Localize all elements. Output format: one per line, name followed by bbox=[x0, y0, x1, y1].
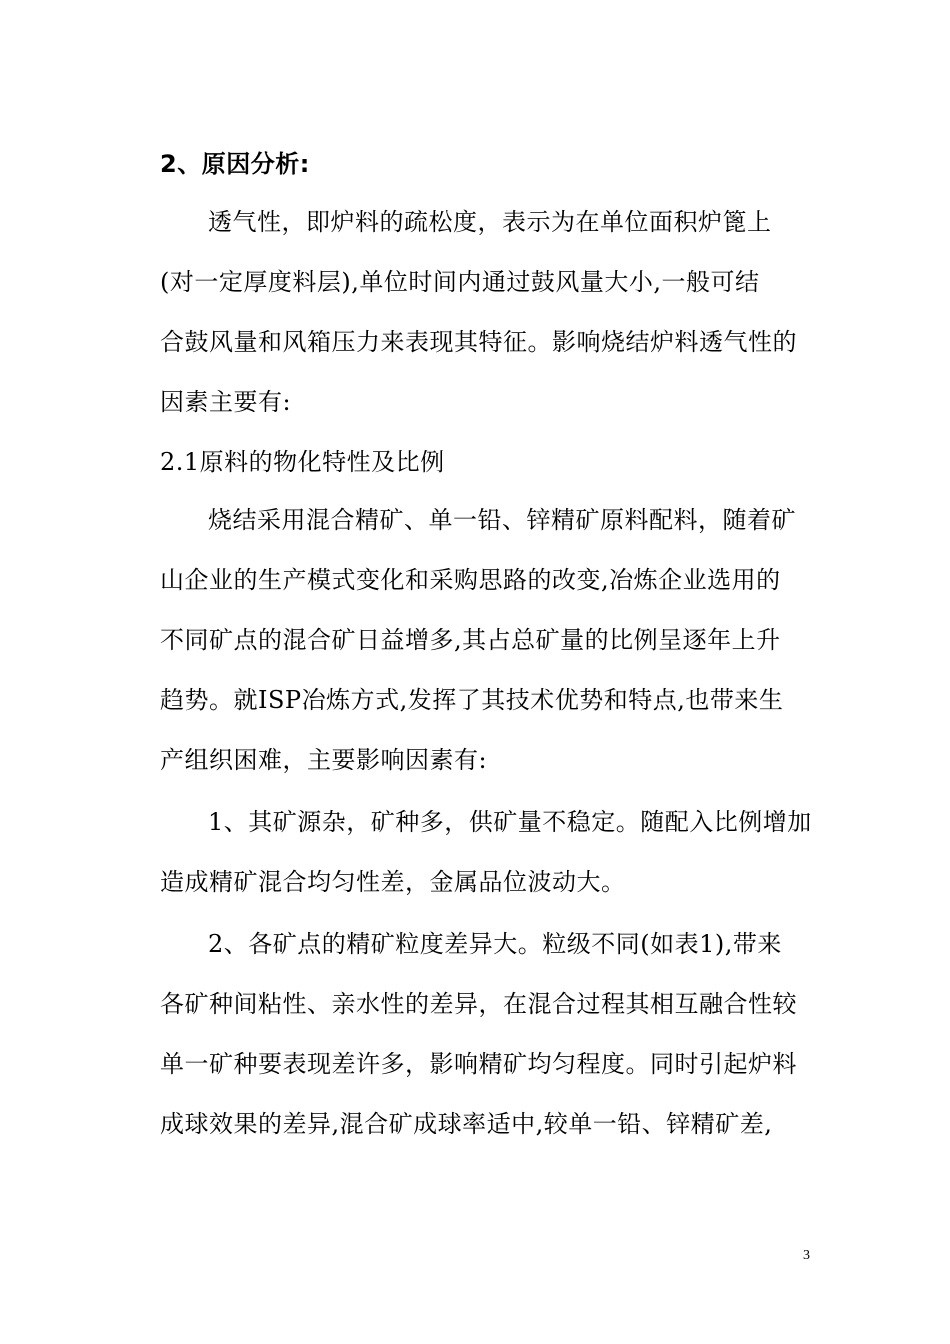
page-number: 3 bbox=[803, 1248, 810, 1263]
paragraph-line: 不同矿点的混合矿日益增多,其占总矿量的比例呈逐年上升 bbox=[160, 626, 781, 654]
paragraph-line: 透气性，即炉料的疏松度，表示为在单位面积炉篦上 bbox=[208, 208, 772, 236]
list-item-line: 1、其矿源杂，矿种多，供矿量不稳定。随配入比例增加 bbox=[208, 808, 812, 836]
list-item-line: 造成精矿混合均匀性差，金属品位波动大。 bbox=[160, 868, 626, 896]
paragraph-line: 趋势。就ISP冶炼方式,发挥了其技术优势和特点,也带来生 bbox=[160, 686, 784, 714]
list-item-line: 单一矿种要表现差许多，影响精矿均匀程度。同时引起炉料 bbox=[160, 1050, 797, 1078]
paragraph-line: 合鼓风量和风箱压力来表现其特征。影响烧结炉料透气性的 bbox=[160, 328, 797, 356]
paragraph-line: 烧结采用混合精矿、单一铅、锌精矿原料配料，随着矿 bbox=[208, 506, 796, 534]
list-item-line: 各矿种间粘性、亲水性的差异，在混合过程其相互融合性较 bbox=[160, 990, 797, 1018]
list-item-line: 成球效果的差异,混合矿成球率适中,较单一铅、锌精矿差, bbox=[160, 1110, 773, 1138]
paragraph-line: 产组织困难，主要影响因素有: bbox=[160, 746, 488, 774]
paragraph-line: 山企业的生产模式变化和采购思路的改变,冶炼企业选用的 bbox=[160, 566, 781, 594]
subsection-heading: 2.1原料的物化特性及比例 bbox=[160, 448, 445, 476]
list-item-line: 2、各矿点的精矿粒度差异大。粒级不同(如表1),带来 bbox=[208, 930, 782, 958]
section-heading: 2、原因分析: bbox=[160, 150, 310, 178]
paragraph-line: 因素主要有: bbox=[160, 388, 292, 416]
paragraph-line: (对一定厚度料层),单位时间内通过鼓风量大小,一般可结 bbox=[160, 268, 760, 296]
